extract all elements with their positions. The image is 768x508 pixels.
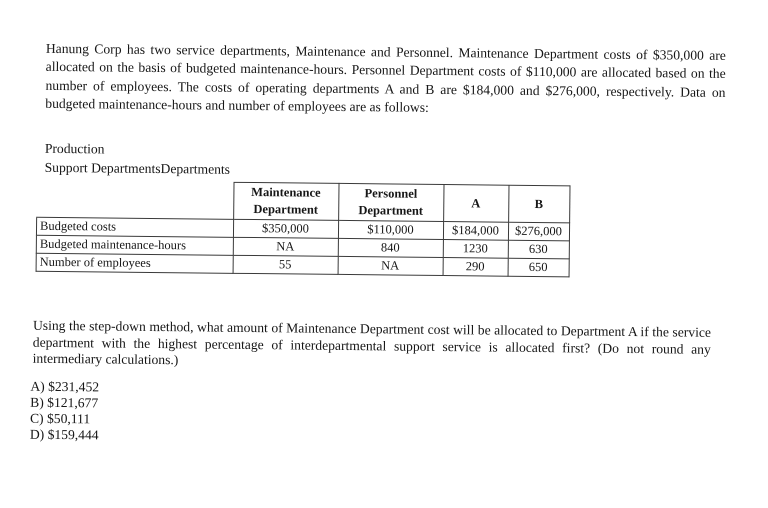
table-cell: 1230 xyxy=(443,240,508,259)
table-cell: $184,000 xyxy=(443,222,508,241)
option-c[interactable]: C) $50,111 xyxy=(29,410,91,427)
table-cell: 55 xyxy=(233,255,338,274)
table-cell: NA xyxy=(233,237,338,256)
table-cell: 290 xyxy=(443,258,508,277)
option-d[interactable]: D) $159,444 xyxy=(29,426,99,443)
table-cell: $110,000 xyxy=(338,220,443,239)
table-cell: $276,000 xyxy=(508,222,569,241)
table-cell: $350,000 xyxy=(233,219,338,238)
question-text: Using the step-down method, what amount of Maintenance Department cost will be allocated to Department A if the service department with the highest percentage of interdepartmental support service is allocated first? (Do not round any intermediary calculations.) xyxy=(32,317,712,368)
option-b[interactable]: B) $121,677 xyxy=(30,394,99,411)
row-label: Number of employees xyxy=(36,253,233,273)
production-label: Production xyxy=(44,140,105,157)
header-maintenance: Maintenance Department xyxy=(233,182,338,220)
table-header-row xyxy=(37,180,570,223)
table-cell: 840 xyxy=(338,238,443,257)
header-personnel: Personnel Department xyxy=(338,183,443,221)
header-b: B xyxy=(508,185,569,223)
row-label: Budgeted maintenance-hours xyxy=(36,235,233,255)
table-cell: 630 xyxy=(508,240,569,259)
table-corner xyxy=(37,180,234,219)
data-table xyxy=(36,180,570,278)
header-a: A xyxy=(443,185,508,223)
table-cell: NA xyxy=(338,256,443,275)
question xyxy=(33,318,711,375)
problem-intro xyxy=(45,40,726,120)
answer-options xyxy=(30,379,99,444)
intro-text: Hanung Corp has two service departments, Maintenance and Personnel. Maintenance Department costs of $350,000 are allocated on the basis of budgeted maintenance-hours. Personnel Department costs of $110,000 are allocated based on the number of employees. The costs of operating departments A and B are $184,000 and $276,000, respectively. Data on budgeted maintenance-hours and number of employees are as follows: xyxy=(45,40,726,115)
table-cell: 650 xyxy=(508,258,569,277)
option-a[interactable]: A) $231,452 xyxy=(30,378,100,395)
support-departments-label: Support DepartmentsDepartments xyxy=(44,159,231,177)
row-label: Budgeted costs xyxy=(36,217,233,237)
